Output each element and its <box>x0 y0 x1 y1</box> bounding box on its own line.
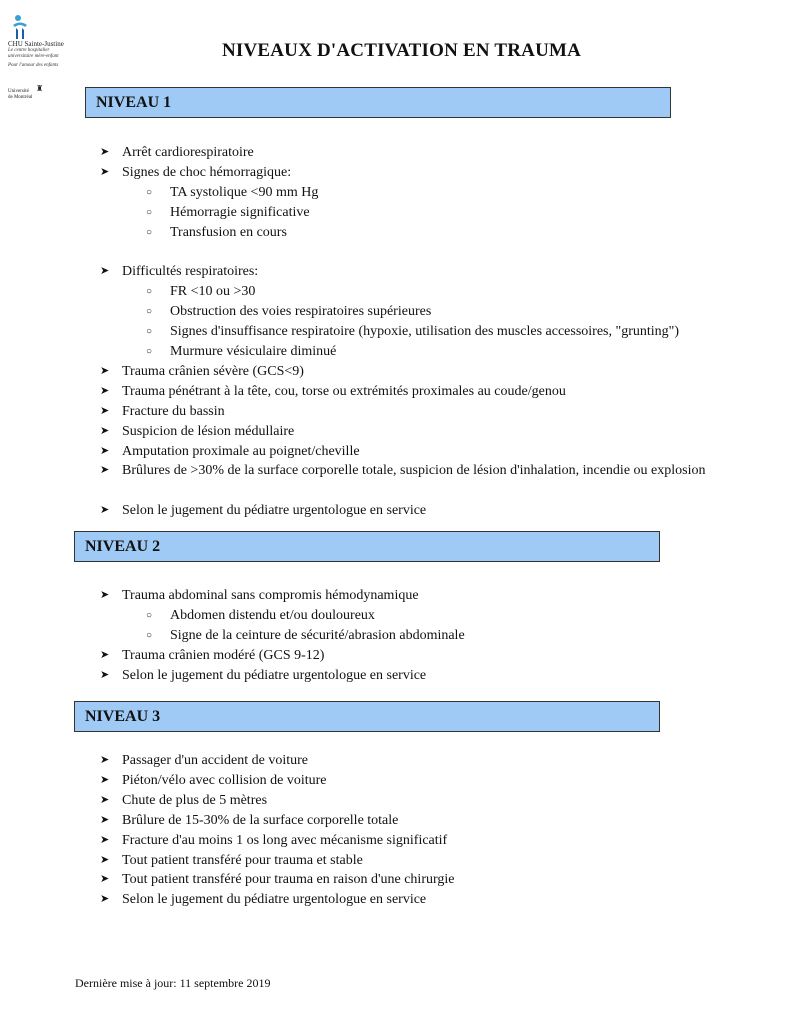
list-item <box>100 851 363 870</box>
list-item-text: Tout patient transféré pour trauma en raison d'une chirurgie <box>122 872 455 888</box>
list-item-text: Brûlures de >30% de la surface corporelle totale, suspicion de lésion d'inhalation, incendie ou explosion <box>122 463 706 479</box>
arrow-bullet-icon: ➤ <box>100 589 110 601</box>
list-item <box>100 791 267 810</box>
circle-bullet-icon: ○ <box>146 286 153 298</box>
sub-list-item-text: Signes d'insuffisance respiratoire (hypoxie, utilisation des muscles accessoires, "grunting") <box>170 324 680 340</box>
arrow-bullet-icon: ➤ <box>100 464 110 477</box>
list-item-text: Fracture d'au moins 1 os long avec mécanisme significatif <box>122 832 448 848</box>
org-subtitle-1: Le centre hospitalier <box>8 48 50 53</box>
sub-list-item <box>146 626 465 645</box>
list-item <box>100 143 254 162</box>
sub-list-item-text: Obstruction des voies respiratoires supérieures <box>170 304 432 320</box>
arrow-bullet-icon: ➤ <box>100 648 110 661</box>
sub-list-item-text: Transfusion en cours <box>170 224 287 240</box>
sub-list-item <box>146 183 318 202</box>
list-item <box>100 422 294 441</box>
level-2-header: NIVEAU 2 <box>74 531 660 562</box>
list-item <box>100 771 327 790</box>
level-3-header: NIVEAU 3 <box>74 701 660 732</box>
document-title: NIVEAUX D'ACTIVATION EN TRAUMA <box>221 40 582 61</box>
list-item <box>100 811 398 830</box>
last-updated: Dernière mise à jour: 11 septembre 2019 <box>75 976 271 990</box>
sub-list-item <box>146 342 336 361</box>
list-item <box>100 501 426 520</box>
list-item-text: Trauma abdominal sans compromis hémodynamique <box>122 588 419 603</box>
arrow-bullet-icon: ➤ <box>100 364 110 377</box>
arrow-bullet-icon: ➤ <box>100 893 110 906</box>
list-item-text: Chute de plus de 5 mètres <box>122 792 268 808</box>
list-item-text: Trauma crânien sévère (GCS<9) <box>122 363 304 379</box>
sub-list-item-text: TA systolique <90 mm Hg <box>170 184 319 200</box>
arrow-bullet-icon: ➤ <box>100 813 110 826</box>
university-line-1: Université <box>8 89 29 94</box>
arrow-bullet-icon: ➤ <box>100 793 110 806</box>
arrow-bullet-icon: ➤ <box>100 668 110 681</box>
arrow-bullet-icon: ➤ <box>100 773 110 786</box>
circle-bullet-icon: ○ <box>146 306 153 318</box>
university-crest-icon: ♜ <box>36 84 44 93</box>
sub-list-item <box>146 203 310 222</box>
chu-logo-icon <box>11 14 29 40</box>
list-item-text: Difficultés respiratoires: <box>122 264 259 280</box>
list-item <box>100 262 258 281</box>
list-item <box>100 402 225 421</box>
arrow-bullet-icon: ➤ <box>100 444 110 457</box>
sub-list-item <box>146 322 679 341</box>
sub-list-item <box>146 223 670 242</box>
circle-bullet-icon: ○ <box>146 326 153 338</box>
sub-list-item-text: Abdomen distendu et/ou douloureux <box>170 607 375 623</box>
org-subtitle-2: universitaire mère-enfant <box>8 54 59 59</box>
list-item-text: Suspicion de lésion médullaire <box>122 423 295 439</box>
list-item-text: Arrêt cardiorespiratoire <box>122 145 254 160</box>
list-item-text: Selon le jugement du pédiatre urgentologue en service <box>122 667 427 683</box>
level-1-header: NIVEAU 1 <box>85 87 671 118</box>
arrow-bullet-icon: ➤ <box>100 504 110 517</box>
list-item-text: Trauma crânien modéré (GCS 9-12) <box>122 647 325 663</box>
list-item-text: Passager d'un accident de voiture <box>122 753 309 768</box>
sub-list-item-text: Hémorragie significative <box>170 204 310 220</box>
list-item <box>100 890 426 909</box>
arrow-bullet-icon: ➤ <box>100 833 110 846</box>
list-item <box>100 870 455 889</box>
list-item <box>100 461 707 480</box>
arrow-bullet-icon: ➤ <box>100 146 110 158</box>
circle-bullet-icon: ○ <box>146 629 153 641</box>
arrow-bullet-icon: ➤ <box>100 873 110 886</box>
sub-list-item <box>146 606 375 625</box>
circle-bullet-icon: ○ <box>146 226 153 238</box>
circle-bullet-icon: ○ <box>146 346 153 357</box>
list-item-text: Fracture du bassin <box>122 403 225 419</box>
list-item-text: Signes de choc hémorragique: <box>122 164 292 180</box>
list-item-text: Trauma pénétrant à la tête, cou, torse ou extrémités proximales au coude/genou <box>122 383 566 399</box>
list-item <box>100 382 566 401</box>
circle-bullet-icon: ○ <box>146 206 153 218</box>
list-item-text: Tout patient transféré pour trauma et stable <box>122 852 363 868</box>
arrow-bullet-icon: ➤ <box>100 404 110 417</box>
arrow-bullet-icon: ➤ <box>100 165 110 178</box>
list-item <box>100 163 291 182</box>
sub-list-item-text: Murmure vésiculaire diminué <box>170 344 337 359</box>
list-item <box>100 586 419 605</box>
sub-list-item-text: Signe de la ceinture de sécurité/abrasion abdominale <box>170 627 465 643</box>
list-item-text: Selon le jugement du pédiatre urgentologue en service <box>122 892 427 908</box>
org-name: CHU Sainte-Justine <box>8 40 64 48</box>
org-tagline: Pour l'amour des enfants <box>8 63 59 68</box>
list-item-text: Selon le jugement du pédiatre urgentologue en service <box>122 503 427 519</box>
sub-list-item <box>146 282 255 301</box>
list-item <box>100 751 308 770</box>
sub-list-item-text: FR <10 ou >30 <box>170 284 256 300</box>
arrow-bullet-icon: ➤ <box>100 384 110 397</box>
university-line-2: de Montréal <box>8 95 33 100</box>
circle-bullet-icon: ○ <box>146 609 153 621</box>
arrow-bullet-icon: ➤ <box>100 424 110 437</box>
university-logo <box>8 84 58 101</box>
circle-bullet-icon: ○ <box>146 186 153 198</box>
list-item <box>100 646 324 665</box>
list-item-text: Brûlure de 15-30% de la surface corporelle totale <box>122 812 399 828</box>
list-item-text: Piéton/vélo avec collision de voiture <box>122 772 327 788</box>
arrow-bullet-icon: ➤ <box>100 265 110 278</box>
list-item <box>100 831 447 850</box>
list-item <box>100 442 360 461</box>
arrow-bullet-icon: ➤ <box>100 853 110 866</box>
arrow-bullet-icon: ➤ <box>100 754 110 766</box>
list-item <box>100 362 304 381</box>
sub-list-item <box>146 302 431 321</box>
list-item-text: Amputation proximale au poignet/cheville <box>122 443 360 459</box>
list-item <box>100 666 426 685</box>
